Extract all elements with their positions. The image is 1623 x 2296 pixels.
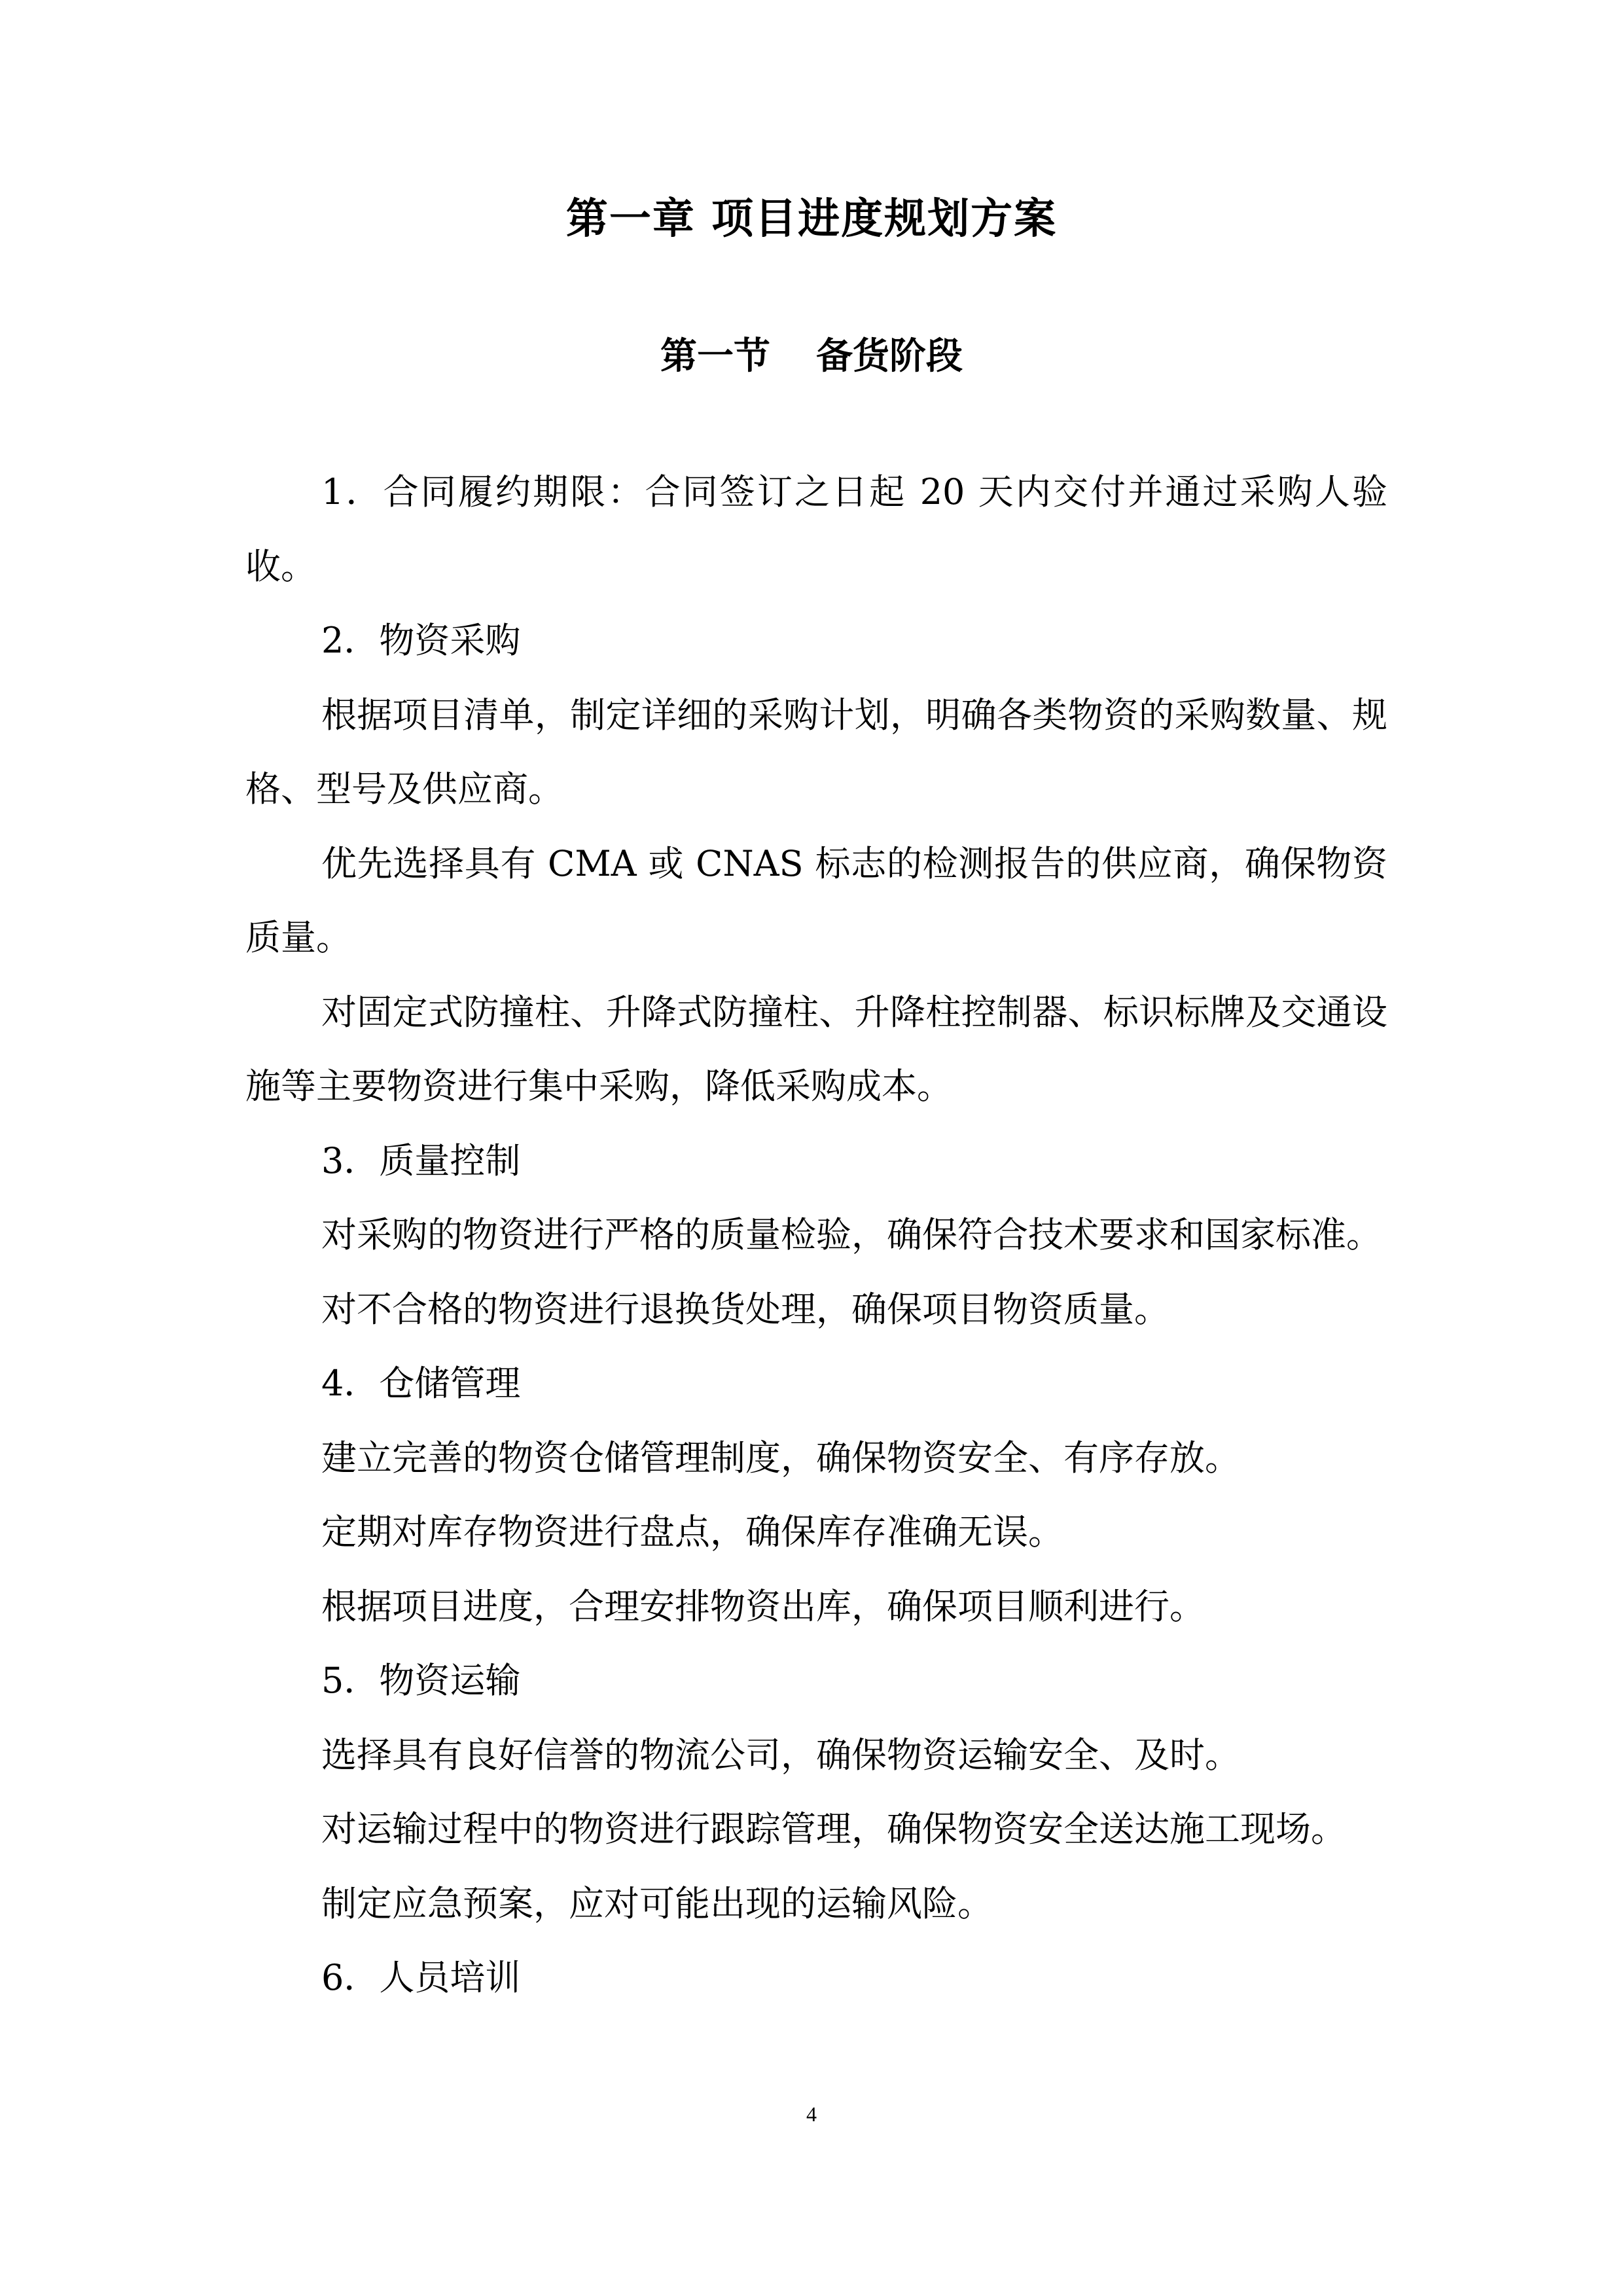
paragraph: 3．质量控制 bbox=[321, 1139, 521, 1181]
section-name: 备货阶段 bbox=[816, 335, 963, 378]
paragraph: 优先选择具有 CMA 或 CNAS 标志的检测报告的供应商，确保物资质量。 bbox=[245, 842, 1387, 958]
paragraph: 对不合格的物资进行退换货处理，确保项目物资质量。 bbox=[321, 1288, 1169, 1330]
document-body bbox=[245, 455, 1387, 2015]
paragraph: 5．物资运输 bbox=[321, 1660, 521, 1701]
paragraph: 对运输过程中的物资进行跟踪管理，确保物资安全送达施工现场。 bbox=[321, 1808, 1346, 1850]
paragraph: 根据项目清单，制定详细的采购计划，明确各类物资的采购数量、规格、型号及供应商。 bbox=[245, 694, 1387, 810]
paragraph: 选择具有良好信誉的物流公司，确保物资运输安全、及时。 bbox=[321, 1734, 1240, 1776]
paragraph: 制定应急预案，应对可能出现的运输风险。 bbox=[321, 1882, 993, 1924]
paragraph: 对采购的物资进行严格的质量检验，确保符合技术要求和国家标准。 bbox=[321, 1214, 1382, 1255]
paragraph: 6．人员培训 bbox=[321, 1957, 521, 1998]
paragraph: 1．合同履约期限：合同签订之日起 20 天内交付并通过采购人验收。 bbox=[245, 471, 1387, 587]
chapter-title: 第一章 项目进度规划方案 bbox=[565, 195, 1058, 243]
section-title bbox=[0, 327, 1623, 386]
section-number: 第一节 bbox=[660, 335, 770, 378]
paragraph: 建立完善的物资仓储管理制度，确保物资安全、有序存放。 bbox=[321, 1437, 1240, 1479]
paragraph: 对固定式防撞柱、升降式防撞柱、升降柱控制器、标识标牌及交通设施等主要物资进行集中采购，降低采购成本。 bbox=[245, 991, 1387, 1107]
paragraph: 根据项目进度，合理安排物资出库，确保项目顺利进行。 bbox=[321, 1585, 1205, 1627]
paragraph: 2．物资采购 bbox=[321, 620, 521, 661]
page-number: 4 bbox=[806, 2102, 817, 2126]
paragraph: 4．仓储管理 bbox=[321, 1363, 521, 1404]
paragraph: 定期对库存物资进行盘点，确保库存准确无误。 bbox=[321, 1511, 1063, 1552]
